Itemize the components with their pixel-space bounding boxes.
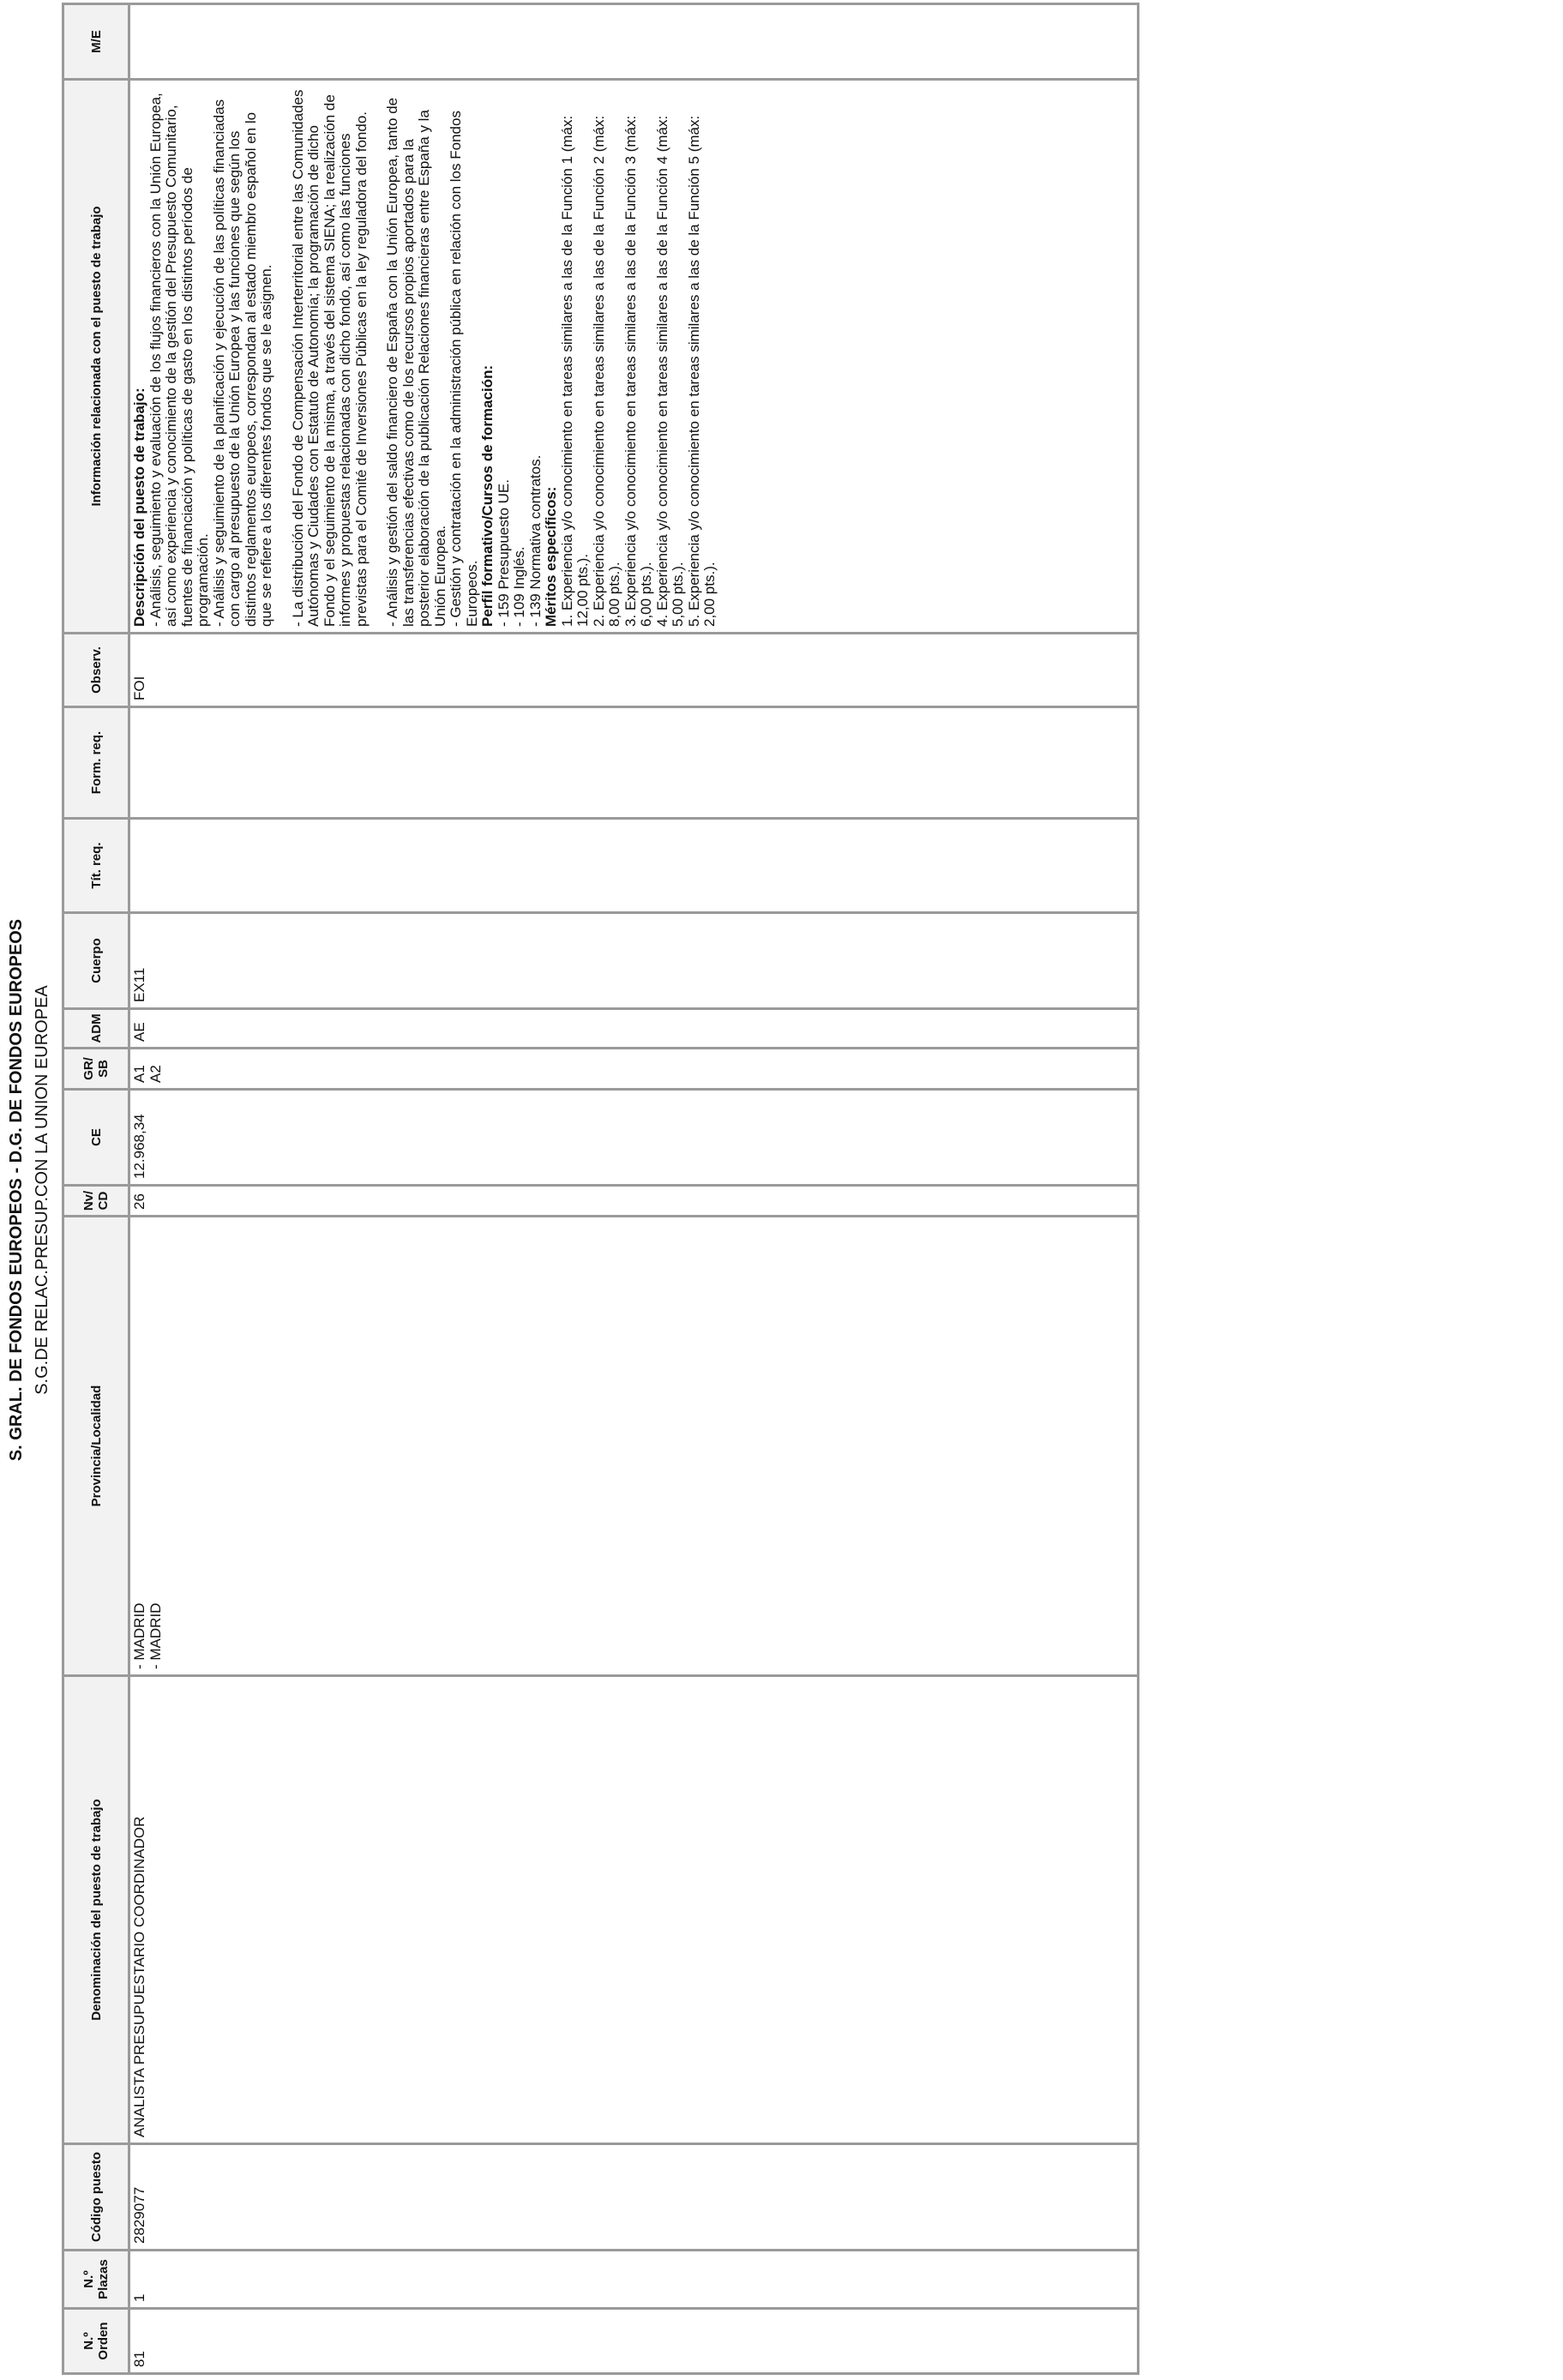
merito-item: 3. Experiencia y/o conocimiento en tareas similares a las de la Función 3 (máx: 6,00 pts.). [622, 115, 654, 627]
cell-ce: 12.968,34 [129, 1090, 1139, 1186]
col-header-info: Información relacionada con el puesto de trabajo [63, 80, 129, 634]
cell-adm: AE [129, 1009, 1139, 1049]
col-header-me: M/E [63, 4, 129, 80]
col-header-orden: N.º Orden [63, 2309, 129, 2374]
provincia-line: - MADRID [131, 1602, 147, 1669]
col-header-adm: ADM [63, 1009, 129, 1049]
col-header-codigo: Código puesto [63, 2144, 129, 2251]
descripcion-heading: Descripción del puesto de trabajo: [131, 388, 147, 627]
provincia-line: - MADRID [147, 1602, 164, 1669]
col-header-gr: GR/ [81, 1057, 96, 1080]
col-header-ce: CE [63, 1090, 129, 1186]
page-title: S. GRAL. DE FONDOS EUROPEOS - D.G. DE FONDOS EUROPEOS [7, 918, 26, 1462]
perfil-item: - 109 Inglés. [511, 546, 527, 627]
page-subtitle: S.G.DE RELAC.PRESUP.CON LA UNION EUROPEA [33, 985, 51, 1395]
descripcion-item: - Análisis y gestión del saldo financiero de España con la Unión Europea, tanto de las transferencias efectivas como de los recursos propios aportados para la posterior elaboración de la publicación Relaciones financieras entre España y la Unión Europea. [384, 97, 448, 627]
perfil-item: - 139 Normativa contratos. [526, 454, 544, 627]
descripcion-item: - Análisis y seguimiento de la planificación y ejecución de las políticas financiadas con cargo al presupuesto de la Unión Europea y las funciones que según los distintos reglamentos europeos, correspondan al estado miembro español en lo que se refiere a los diferentes fondos que se le asignen. [210, 99, 274, 627]
cell-denominacion: ANALISTA PRESUPUESTARIO COORDINADOR [129, 1676, 1139, 2144]
col-header-nv: Nv/ [81, 1190, 96, 1211]
cell-codigo: 2829077 [129, 2144, 1139, 2251]
merito-item: 2. Experiencia y/o conocimiento en tareas similares a las de la Función 2 (máx: 8,00 pts.). [590, 115, 622, 627]
positions-table [62, 3, 1139, 2375]
cell-tit [129, 819, 1139, 913]
meritos-heading: Méritos específicos: [543, 486, 559, 627]
cell-nv-cd: 26 [129, 1186, 1139, 1217]
merito-item: 1. Experiencia y/o conocimiento en tareas similares a las de la Función 1 (máx: 12,00 pts.). [558, 115, 591, 627]
merito-item: 5. Experiencia y/o conocimiento en tareas similares a las de la Función 5 (máx: 2,00 pts.). [685, 115, 718, 627]
cell-form [129, 707, 1139, 819]
cell-gr-sb [129, 1049, 1139, 1090]
perfil-item: - 159 Presupuesto UE. [495, 479, 512, 627]
descripcion-item: - Análisis, seguimiento y evaluación de los flujos financieros con la Unión Europea, así como experiencia y conocimiento de la gestión del Presupuesto Comunitario, fuentes de financiación y políticas de gasto en los distintos períodos de programación. [147, 93, 211, 627]
col-header-cd: CD [96, 1191, 111, 1211]
col-header-nv-cd [63, 1186, 129, 1217]
cell-plazas: 1 [129, 2251, 1139, 2309]
descripcion-item: - Gestión y contratación en la administración pública en relación con los Fondos Europeos. [448, 111, 480, 627]
cell-info [129, 80, 1139, 634]
col-header-plazas: N.º Plazas [63, 2251, 129, 2309]
col-header-provincia: Provincia/Localidad [63, 1217, 129, 1676]
col-header-observ: Observ. [63, 634, 129, 707]
col-header-form: Form. req. [63, 707, 129, 819]
col-header-tit: Tít. req. [63, 819, 129, 913]
gr-sb-line: A2 [147, 1065, 164, 1083]
col-header-sb: SB [96, 1060, 111, 1078]
col-header-denominacion: Denominación del puesto de trabajo [63, 1676, 129, 2144]
table-row [129, 4, 1139, 2374]
merito-item: 4. Experiencia y/o conocimiento en tareas similares a las de la Función 4 (máx: 5,00 pts.). [653, 115, 686, 627]
perfil-heading: Perfil formativo/Cursos de formación: [479, 364, 496, 627]
cell-cuerpo: EX11 [129, 913, 1139, 1009]
cell-provincia [129, 1217, 1139, 1676]
col-header-cuerpo: Cuerpo [63, 913, 129, 1009]
cell-me [129, 4, 1139, 80]
cell-observ: FOI [129, 634, 1139, 707]
gr-sb-line: A1 [131, 1065, 147, 1083]
table-header-row [63, 4, 129, 2374]
cell-orden: 81 [129, 2309, 1139, 2374]
descripcion-item: - La distribución del Fondo de Compensación Interterritorial entre las Comunidades Autónomas y Ciudades con Estatuto de Autonomía; la programación de dicho Fondo y el seguimiento de la misma, a través del sistema SIENA; la realización de informes y propuestas relacionadas con dicho fondo, así como las funciones previstas para el Comité de Inversiones Públicas en la ley reguladora del fondo. [289, 89, 370, 627]
col-header-gr-sb [63, 1049, 129, 1090]
